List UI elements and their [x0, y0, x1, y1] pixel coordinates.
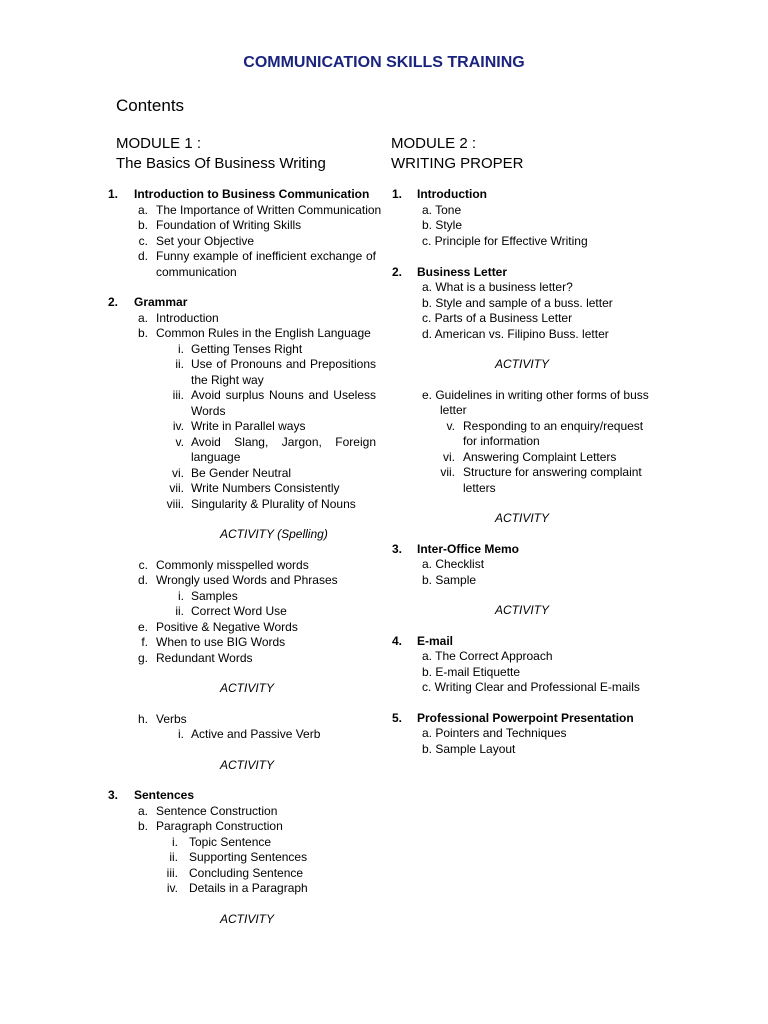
- outline-marker: 2.: [392, 264, 403, 279]
- section-heading: Grammar: [134, 295, 188, 309]
- outline-item: Use of Pronouns and Prepositions: [191, 357, 376, 371]
- outline-marker: f.: [141, 635, 148, 649]
- outline-marker: vii.: [169, 481, 184, 495]
- outline-marker: 1.: [108, 187, 119, 201]
- activity-label: ACTIVITY: [495, 603, 550, 617]
- outline-item: Responding to an enquiry/request: [463, 418, 644, 433]
- outline-marker: iii.: [166, 865, 178, 880]
- section-heading: Introduction to Business Communication: [134, 187, 370, 201]
- outline-item: for information: [463, 434, 540, 448]
- outline-item: Correct Word Use: [191, 604, 287, 618]
- outline-item: b. Style and sample of a buss. letter: [422, 295, 613, 310]
- outline-item: b. E-mail Etiquette: [422, 664, 521, 679]
- section-heading: Sentences: [134, 788, 195, 802]
- outline-item: a. Pointers and Techniques: [422, 726, 567, 740]
- outline-item: c. Parts of a Business Letter: [422, 311, 573, 325]
- activity-label: ACTIVITY: [220, 911, 275, 926]
- outline-marker: i.: [178, 341, 184, 356]
- outline-marker: vi.: [443, 449, 455, 464]
- outline-marker: a.: [137, 310, 148, 325]
- section-heading: Business Letter: [417, 264, 508, 279]
- outline-item: letter: [440, 403, 467, 417]
- outline-item: c. Writing Clear and Professional E-mails: [422, 680, 640, 694]
- outline-marker: 5.: [392, 710, 403, 725]
- outline-item: Singularity & Plurality of Nouns: [191, 496, 356, 511]
- outline-marker: e.: [137, 619, 148, 634]
- outline-marker: ii.: [175, 357, 184, 371]
- outline-item: Topic Sentence: [189, 834, 272, 849]
- outline-item: Active and Passive Verb: [191, 727, 321, 741]
- outline-item: b. Sample Layout: [422, 741, 516, 756]
- outline-marker: c.: [138, 557, 148, 572]
- outline-item: Sentence Construction: [156, 803, 278, 818]
- outline-marker: c.: [138, 233, 148, 248]
- outline-item: a. What is a business letter?: [422, 280, 573, 294]
- outline-item: Avoid Slang, Jargon, Foreign: [191, 434, 376, 449]
- outline-marker: vi.: [172, 465, 184, 480]
- outline-marker: iii.: [172, 388, 184, 402]
- contents-heading: Contents: [116, 96, 185, 115]
- outline-marker: 3.: [108, 788, 119, 802]
- outline-marker: d.: [137, 249, 148, 263]
- outline-item: Set your Objective: [156, 233, 255, 248]
- outline-item: Words: [191, 403, 226, 418]
- section-heading: Introduction: [417, 187, 487, 201]
- outline-item: letters: [463, 480, 496, 495]
- outline-item: a. Tone: [422, 202, 462, 217]
- outline-item: d. American vs. Filipino Buss. letter: [422, 326, 609, 341]
- outline-marker: h.: [137, 711, 148, 726]
- activity-label: ACTIVITY: [220, 681, 275, 695]
- outline-item: Be Gender Neutral: [191, 465, 292, 480]
- outline-marker: 1.: [392, 187, 403, 201]
- outline-marker: i.: [172, 834, 178, 849]
- outline-item: Avoid surplus Nouns and Useless: [191, 388, 376, 402]
- outline-item: Getting Tenses Right: [191, 341, 303, 356]
- section-heading: E-mail: [417, 633, 454, 648]
- outline-marker: a.: [137, 202, 148, 217]
- module-1-title: The Basics Of Business Writing: [116, 155, 326, 172]
- outline-marker: b.: [137, 326, 148, 340]
- activity-label: ACTIVITY: [220, 757, 275, 772]
- module-2-heading: [391, 134, 524, 174]
- outline-marker: ii.: [169, 850, 178, 864]
- outline-marker: viii.: [166, 496, 184, 511]
- activity-label: ACTIVITY: [495, 357, 550, 371]
- module-2-number: MODULE 2 :: [391, 135, 477, 152]
- activity-label: ACTIVITY: [495, 511, 550, 525]
- outline-item: Write in Parallel ways: [191, 419, 306, 433]
- outline-item: b. Style: [422, 218, 463, 232]
- activity-label: ACTIVITY (Spelling): [220, 527, 328, 541]
- outline-item: Foundation of Writing Skills: [156, 218, 302, 232]
- outline-marker: v.: [446, 418, 455, 433]
- outline-item: a. The Correct Approach: [422, 649, 553, 663]
- outline-marker: i.: [178, 727, 184, 741]
- outline-item: Redundant Words: [156, 650, 253, 665]
- module-1-number: MODULE 1 :: [116, 135, 202, 152]
- outline-item: Samples: [191, 588, 238, 603]
- outline-item: Verbs: [156, 711, 187, 726]
- outline-marker: vii.: [440, 465, 455, 479]
- outline-item: When to use BIG Words: [156, 635, 286, 649]
- outline-item: Concluding Sentence: [189, 865, 304, 880]
- outline-marker: iv.: [166, 881, 178, 895]
- outline-item: The Importance of Written Communication: [156, 202, 382, 217]
- section-heading: Inter-Office Memo: [417, 541, 520, 556]
- outline-item: Commonly misspelled words: [156, 557, 309, 572]
- outline-item: e. Guidelines in writing other forms of buss: [422, 387, 649, 402]
- outline-item: c. Principle for Effective Writing: [422, 233, 588, 248]
- section-heading: Professional Powerpoint Presentation: [417, 710, 634, 725]
- outline-item: language: [191, 450, 241, 464]
- outline-marker: i.: [178, 588, 184, 603]
- outline-marker: 3.: [392, 541, 403, 556]
- outline-marker: a.: [137, 803, 148, 818]
- outline-marker: b.: [137, 218, 148, 232]
- module-1-heading: [116, 134, 326, 174]
- outline-item: Write Numbers Consistently: [191, 481, 340, 495]
- outline-marker: 2.: [108, 295, 119, 309]
- outline-marker: b.: [137, 819, 148, 833]
- outline-item: a. Checklist: [422, 557, 485, 571]
- outline-marker: 4.: [392, 633, 403, 648]
- document-title: COMMUNICATION SKILLS TRAINING: [243, 54, 525, 71]
- outline-item: Answering Complaint Letters: [463, 449, 617, 464]
- outline-marker: v.: [175, 434, 184, 449]
- outline-item: Funny example of inefficient exchange of: [156, 249, 376, 263]
- outline-marker: ii.: [175, 604, 184, 618]
- outline-marker: d.: [137, 573, 148, 587]
- outline-item: Details in a Paragraph: [189, 881, 308, 895]
- outline-item: communication: [156, 264, 237, 279]
- outline-item: Supporting Sentences: [189, 850, 308, 864]
- outline-item: Paragraph Construction: [156, 819, 283, 833]
- outline-item: Common Rules in the English Language: [156, 326, 371, 340]
- outline-item: Wrongly used Words and Phrases: [156, 573, 338, 587]
- module-2-title: WRITING PROPER: [391, 155, 524, 172]
- outline-item: Structure for answering complaint: [463, 465, 642, 479]
- outline-item: Introduction: [156, 310, 219, 325]
- outline-item: Positive & Negative Words: [156, 619, 298, 634]
- outline-item: the Right way: [191, 372, 264, 387]
- outline-item: b. Sample: [422, 572, 477, 587]
- outline-marker: g.: [137, 650, 148, 665]
- outline-marker: iv.: [172, 419, 184, 433]
